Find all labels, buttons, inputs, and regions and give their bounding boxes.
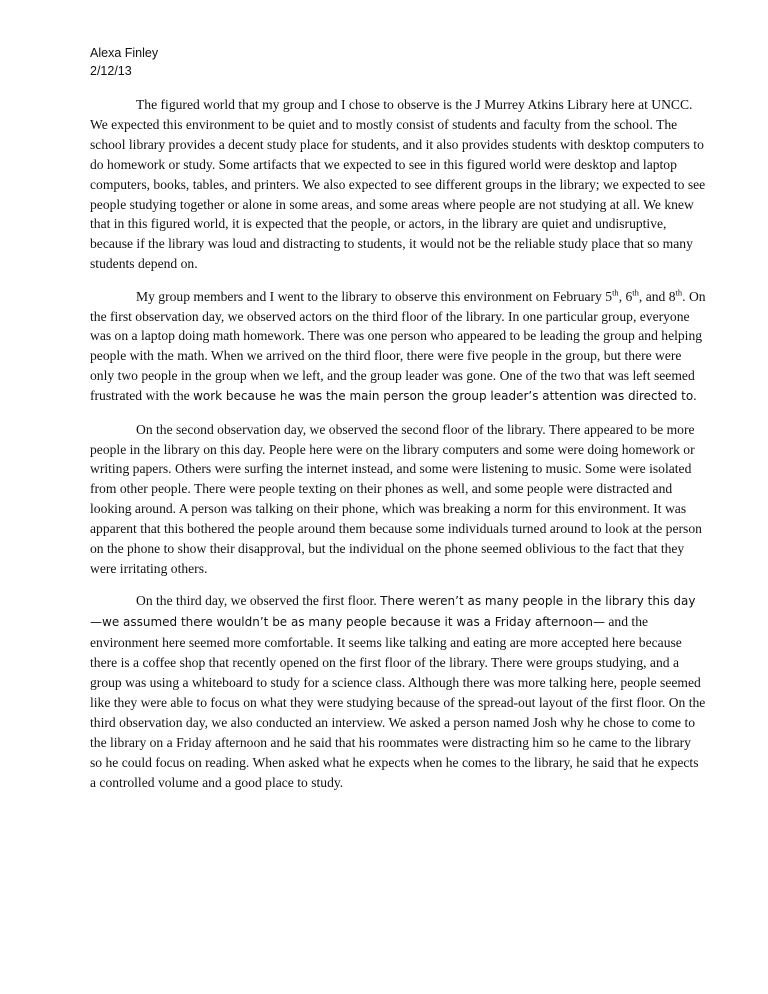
document-date: 2/12/13: [90, 64, 132, 78]
paragraph-1-text: The figured world that my group and I chose to observe is the J Murrey Atkins Library here at UNCC. We expected this environment to be quiet and to mostly consist of students and faculty from the school. The school library provides a decent study place for students, and it also provides students with desktop computers to do homework or study. Some artifacts that we expected to see in this figured world were desktop and laptop computers, books, tables, and printers. We also expected to see different groups in the library; we expected to see people studying together or alone in some areas, and some areas where people are not studying at all. We knew that in this figured world, it is expected that the people, or actors, in the library are quiet and undisruptive, because if the library was loud and distracting to students, it would not be the reliable study place that so many students depend on.: [90, 97, 706, 272]
paragraph-2-text-d: . On the first observation day, we observed actors on the third floor of the library. In one particular group, everyone was on a laptop doing math homework. There was one person who appeared to be leading the group and helping people with the math. When we arrived on the third floor, there were five people in the group, but there were only two people in the group when we left, and the group leader was gone. One of the two that was left seemed frustrated with the: [90, 288, 706, 404]
paragraph-1: [90, 95, 706, 274]
ordinal-superscript: th: [612, 287, 619, 298]
paragraph-4: [90, 591, 706, 792]
author-name: Alexa Finley: [90, 46, 159, 60]
ordinal-superscript: th: [675, 287, 683, 298]
paragraph-3-text: On the second observation day, we observed the second floor of the library. There appeared to be more people in the library on this day. People here were on the library computers and some were doing homework or writing papers. Others were surfing the internet instead, and some were listening to music. Some were isolated from other people. There were people texting on their phones as well, and some people were distracted and looking around. A person was talking on their phone, which was breaking a norm for this environment. It was apparent that this bothered the people around them because some individuals turned around to look at the person on the phone to show their disapproval, but the individual on the phone seemed oblivious to the fact that they were irritating others.: [90, 421, 702, 576]
paragraph-4-text-c: and the environment here seemed more comfortable. It seems like talking and eating are more accepted here because there is a coffee shop that recently opened on the first floor of the library. There were groups studying, and a group was using a whiteboard to study for a science class. Although there was more talking here, people seemed like they were able to focus on what they were studying because of the spread-out layout of the first floor. On the third observation day, we also conducted an interview. We asked a person named Josh why he chose to come to the library on a Friday afternoon and he said that his roommates were distracting him so he came to the library so he could focus on reading. When asked what he expects when he comes to the library, he said that he expects a controlled volume and a good place to study.: [90, 614, 706, 790]
paragraph-3: [90, 420, 706, 579]
paragraph-4-text-b: There weren’t as many people in the library this day—we assumed there wouldn’t be as many people because it was a Friday afternoon—: [90, 594, 696, 630]
document-header: [90, 44, 158, 80]
paragraph-4-text-a: On the third day, we observed the first floor.: [136, 593, 381, 609]
paragraph-2-text-e: work because he was the main person the group leader’s attention was directed to.: [193, 389, 697, 404]
paragraph-2-text-a: My group members and I went to the library to observe this environment on February 5: [136, 288, 613, 304]
ordinal-superscript: th: [632, 287, 639, 298]
paragraph-2: [90, 287, 706, 407]
paragraph-2-text-c: , and 8: [638, 288, 676, 304]
essay-body: [90, 95, 706, 805]
paragraph-2-text-b: , 6: [618, 288, 633, 304]
